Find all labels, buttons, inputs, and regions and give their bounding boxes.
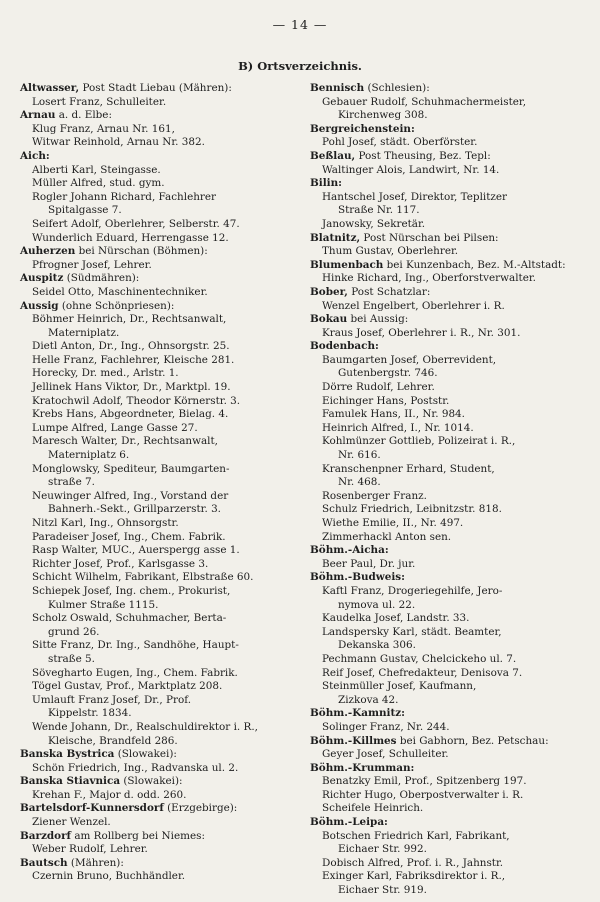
place-entry <box>310 340 580 353</box>
member-line: Pfrogner Josef, Lehrer. <box>32 258 152 271</box>
member-line: Wende Johann, Dr., Realschuldirektor i. R., <box>32 720 258 733</box>
member-line: Hinke Richard, Ing., Oberforstverwalter. <box>322 272 536 285</box>
place-name: Bennisch <box>310 82 365 94</box>
member-line: Solinger Franz, Nr. 244. <box>322 720 450 733</box>
member-line: Janowsky, Sekretär. <box>322 217 426 230</box>
member-line: Umlauft Franz Josef, Dr., Prof. <box>32 693 192 706</box>
place-name: Bergreichenstein: <box>310 122 415 135</box>
place-name: Beßlau, <box>310 149 356 162</box>
place-entry <box>310 707 580 720</box>
member-line: Wenzel Engelbert, Oberlehrer i. R. <box>322 299 505 312</box>
member-line: Sövegharto Eugen, Ing., Chem. Fabrik. <box>32 666 238 679</box>
place-name: Böhm.-Kamnitz: <box>310 707 405 720</box>
member-line: Thum Gustav, Oberlehrer. <box>322 245 459 258</box>
member-continuation: Spitalgasse 7. <box>48 204 122 217</box>
member-line: Krebs Hans, Abgeordneter, Bielag. 4. <box>32 408 229 421</box>
place-entry <box>20 82 290 95</box>
place-name: Böhm.-Aicha: <box>310 544 389 557</box>
member-line: Richter Josef, Prof., Karlsgasse 3. <box>32 557 209 570</box>
place-name: Böhm.-Krumman: <box>310 761 415 774</box>
place-entry <box>310 735 580 748</box>
place-entry <box>310 286 580 299</box>
member-line: Kranschenpner Erhard, Student, <box>322 462 495 475</box>
place-entry <box>310 232 580 245</box>
place-name: Blatnitz, <box>310 231 361 244</box>
place-name: Blumenbach <box>310 258 384 271</box>
place-name: Böhm.-Killmes <box>310 734 397 747</box>
member-line: Schön Friedrich, Ing., Radvanska ul. 2. <box>32 761 239 774</box>
member-line: Scholz Oswald, Schuhmacher, Berta- <box>32 612 227 625</box>
left-column <box>20 82 290 898</box>
place-qualifier: bei Kunzenbach, Bez. M.-Altstadt: <box>383 258 566 271</box>
member-continuation: Gutenbergstr. 746. <box>338 367 438 380</box>
member-line: Horecky, Dr. med., Arlstr. 1. <box>32 367 179 380</box>
member-line: Helle Franz, Fachlehrer, Kleische 281. <box>32 353 235 366</box>
place-entry <box>310 150 580 163</box>
place-name: Barzdorf <box>20 829 72 842</box>
place-qualifier: (Mähren): <box>67 856 124 869</box>
member-continuation: Nr. 468. <box>338 476 381 489</box>
place-entry <box>310 762 580 775</box>
place-entry <box>310 259 580 272</box>
place-entry <box>310 123 580 136</box>
member-line: Heinrich Alfred, I., Nr. 1014. <box>322 421 474 434</box>
columns <box>20 82 580 898</box>
place-qualifier: bei Aussig: <box>347 313 409 326</box>
member-line: Dietl Anton, Dr., Ing., Ohnsorgstr. 25. <box>32 340 230 353</box>
place-entry <box>20 272 290 285</box>
place-name: Arnau <box>20 109 56 122</box>
place-entry <box>20 245 290 258</box>
member-continuation: straße 7. <box>48 476 95 489</box>
place-qualifier: (Erzgebirge): <box>163 802 238 815</box>
section-title: B) Ortsverzeichnis. <box>238 59 362 73</box>
member-line: Alberti Karl, Steingasse. <box>32 163 161 176</box>
member-line: Rogler Johann Richard, Fachlehrer <box>32 190 217 203</box>
member-line: Hantschel Josef, Direktor, Teplitzer <box>322 190 507 203</box>
member-continuation: Kirchenweg 308. <box>338 109 428 122</box>
member-line: Czernin Bruno, Buchhändler. <box>32 870 186 883</box>
place-qualifier: (Schlesien): <box>364 82 430 94</box>
place-name: Bober, <box>310 285 348 298</box>
member-continuation: Eichaer Str. 992. <box>338 843 427 856</box>
member-continuation: Straße Nr. 117. <box>338 204 420 217</box>
place-qualifier: (Slowakei): <box>114 748 177 761</box>
member-line: Wiethe Emilie, II., Nr. 497. <box>322 517 464 529</box>
place-name: Auspitz <box>20 272 64 285</box>
member-line: Paradeiser Josef, Ing., Chem. Fabrik. <box>32 530 226 543</box>
place-qualifier: Post Theusing, Bez. Tepl: <box>355 149 491 162</box>
member-line: Benatzky Emil, Prof., Spitzenberg 197. <box>322 775 527 788</box>
member-continuation: Materniplatz. <box>48 326 120 339</box>
place-name: Bilin: <box>310 177 343 190</box>
member-line: Schicht Wilhelm, Fabrikant, Elbstraße 60. <box>32 571 254 584</box>
member-line: Tögel Gustav, Prof., Marktplatz 208. <box>32 680 223 693</box>
member-line: Rasp Walter, MUC., Auerspergg asse 1. <box>32 544 240 557</box>
member-continuation: grund 26. <box>48 625 100 638</box>
place-entry <box>20 300 290 313</box>
member-line: Richter Hugo, Oberpostverwalter i. R. <box>322 788 524 801</box>
member-line: Steinmüller Josef, Kaufmann, <box>322 680 477 693</box>
place-name: Banska Bystrica <box>20 748 115 761</box>
member-line: Maresch Walter, Dr., Rechtsanwalt, <box>32 435 218 448</box>
right-column <box>310 82 580 898</box>
member-line: Exinger Karl, Fabriksdirektor i. R., <box>322 870 506 883</box>
place-entry <box>310 313 580 326</box>
place-name: Aussig <box>20 299 59 312</box>
place-entry <box>20 775 290 788</box>
member-line: Kratochwil Adolf, Theodor Körnerstr. 3. <box>32 394 241 407</box>
member-line: Baumgarten Josef, Oberrevident, <box>322 353 497 366</box>
place-name: Böhm.-Leipa: <box>310 816 388 829</box>
member-continuation: Kippelstr. 1834. <box>48 707 132 720</box>
place-name: Banska Stiavnica <box>20 775 121 788</box>
member-line: Sitte Franz, Dr. Ing., Sandhöhe, Haupt- <box>32 639 239 652</box>
place-entry <box>310 177 580 190</box>
place-qualifier: (Slowakei): <box>120 775 183 788</box>
place-qualifier: bei Gabhorn, Bez. Petschau: <box>396 734 549 747</box>
place-name: Bodenbach: <box>310 340 379 353</box>
member-line: Famulek Hans, II., Nr. 984. <box>322 408 465 421</box>
place-qualifier: Post Nürschan bei Pilsen: <box>360 231 499 244</box>
place-entry <box>20 802 290 815</box>
member-line: Schulz Friedrich, Leibnitzstr. 818. <box>322 503 502 516</box>
place-entry <box>310 816 580 829</box>
place-qualifier: Post Schatzlar: <box>347 285 431 298</box>
place-entry <box>20 150 290 163</box>
member-continuation: nymova ul. 22. <box>338 598 416 611</box>
member-line: Seifert Adolf, Oberlehrer, Selberstr. 47. <box>32 217 240 230</box>
member-line: Eichinger Hans, Poststr. <box>322 394 450 407</box>
member-line: Kraus Josef, Oberlehrer i. R., Nr. 301. <box>322 326 521 339</box>
member-line: Scheifele Heinrich. <box>322 802 424 815</box>
place-entry <box>20 857 290 870</box>
member-continuation: Materniplatz 6. <box>48 449 130 462</box>
place-entry <box>310 82 580 95</box>
member-line: Krehan F., Major d. odd. 260. <box>32 788 187 801</box>
member-line: Nitzl Karl, Ing., Ohnsorgstr. <box>32 517 179 529</box>
member-line: Waltinger Alois, Landwirt, Nr. 14. <box>322 163 500 176</box>
place-name: Bautsch <box>20 856 68 869</box>
member-continuation: straße 5. <box>48 652 95 665</box>
member-line: Böhmer Heinrich, Dr., Rechtsanwalt, <box>32 313 227 326</box>
place-name: Altwasser, <box>20 82 80 94</box>
member-line: Pohl Josef, städt. Oberförster. <box>322 136 478 149</box>
place-entry <box>20 109 290 122</box>
member-line: Kaftl Franz, Drogeriegehilfe, Jero- <box>322 584 503 597</box>
member-continuation: Kulmer Straße 1115. <box>48 598 159 611</box>
member-line: Klug Franz, Arnau Nr. 161, <box>32 122 175 135</box>
place-qualifier: (Südmähren): <box>63 272 140 285</box>
place-name: Auherzen <box>20 245 76 258</box>
member-line: Gebauer Rudolf, Schuhmachermeister, <box>322 95 527 108</box>
member-line: Kohlmünzer Gottlieb, Polizeirat i. R., <box>322 435 516 448</box>
member-line: Geyer Josef, Schulleiter. <box>322 748 449 761</box>
member-line: Beer Paul, Dr. jur. <box>322 557 416 570</box>
member-continuation: Eichaer Str. 919. <box>338 884 427 897</box>
place-name: Böhm.-Budweis: <box>310 571 405 584</box>
place-qualifier: bei Nürschan (Böhmen): <box>75 245 208 258</box>
member-line: Landspersky Karl, städt. Beamter, <box>322 625 502 638</box>
member-line: Müller Alfred, stud. gym. <box>32 177 165 190</box>
member-continuation: Zizkova 42. <box>338 693 399 706</box>
place-name: Aich: <box>20 149 50 162</box>
member-line: Weber Rudolf, Lehrer. <box>32 843 148 856</box>
member-continuation: Nr. 616. <box>338 449 381 462</box>
place-entry <box>310 571 580 584</box>
place-qualifier: am Rollberg bei Niemes: <box>71 829 205 842</box>
member-line: Pechmann Gustav, Chelcickeho ul. 7. <box>322 652 517 665</box>
member-line: Ziener Wenzel. <box>32 816 111 829</box>
member-line: Dörre Rudolf, Lehrer. <box>322 381 435 394</box>
place-qualifier: a. d. Elbe: <box>55 109 112 122</box>
member-line: Lumpe Alfred, Lange Gasse 27. <box>32 421 198 434</box>
member-line: Losert Franz, Schulleiter. <box>32 95 167 108</box>
place-entry <box>20 748 290 761</box>
member-continuation: Dekanska 306. <box>338 639 416 652</box>
place-name: Bartelsdorf-Kunnersdorf <box>20 802 164 815</box>
place-entry <box>310 544 580 557</box>
member-continuation: Kleische, Brandfeld 286. <box>48 734 178 747</box>
member-line: Schiepek Josef, Ing. chem., Prokurist, <box>32 584 231 597</box>
place-entry <box>20 830 290 843</box>
member-line: Dobisch Alfred, Prof. i. R., Jahnstr. <box>322 856 504 869</box>
member-continuation: Bahnerh.-Sekt., Grillparzerstr. 3. <box>48 503 221 516</box>
member-line: Jellinek Hans Viktor, Dr., Marktpl. 19. <box>32 381 231 394</box>
member-line: Witwar Reinhold, Arnau Nr. 382. <box>32 136 205 149</box>
member-line: Monglowsky, Spediteur, Baumgarten- <box>32 462 230 475</box>
member-line: Seidel Otto, Maschinentechniker. <box>32 285 208 298</box>
place-qualifier: (ohne Schönpriesen): <box>58 299 175 312</box>
page-number: — 14 — <box>272 17 328 32</box>
member-line: Wunderlich Eduard, Herrengasse 12. <box>32 231 229 244</box>
member-line: Kaudelka Josef, Landstr. 33. <box>322 612 470 625</box>
member-line: Botschen Friedrich Karl, Fabrikant, <box>322 829 510 842</box>
member-line: Rosenberger Franz. <box>322 489 427 502</box>
member-line: Zimmerhackl Anton sen. <box>322 530 452 543</box>
place-name: Bokau <box>310 313 348 326</box>
member-line: Reif Josef, Chefredakteur, Denisova 7. <box>322 666 523 679</box>
place-qualifier: Post Stadt Liebau (Mähren): <box>79 82 232 94</box>
member-line: Neuwinger Alfred, Ing., Vorstand der <box>32 489 229 502</box>
